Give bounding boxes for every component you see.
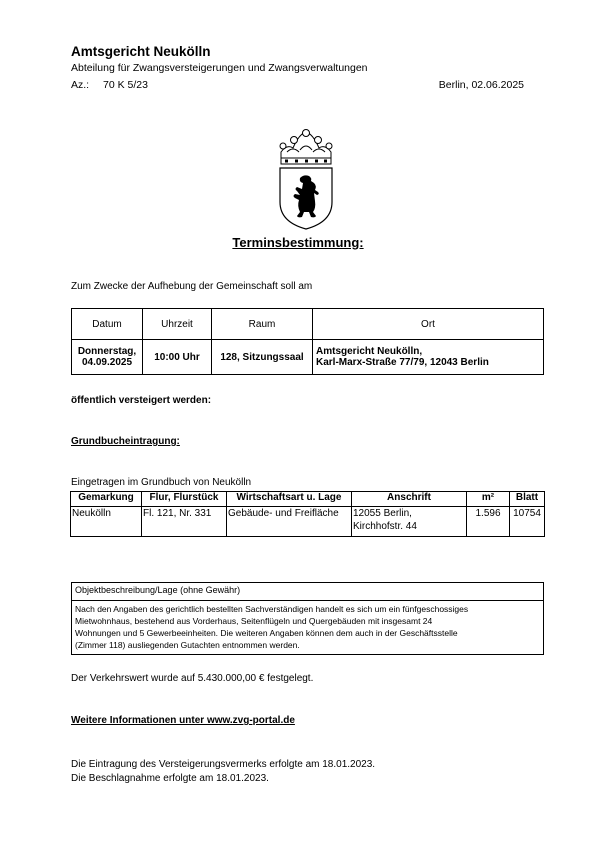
table-row — [71, 507, 545, 537]
header-m2: m² — [467, 492, 510, 507]
header-gemarkung: Gemarkung — [71, 492, 142, 507]
anschrift-line-1: 12055 Berlin, — [353, 508, 412, 519]
object-description-box — [71, 582, 544, 655]
registration-note: Die Eintragung des Versteigerungsvermerks erfolgte am 18.01.2023. — [71, 759, 376, 770]
table-row — [72, 340, 544, 375]
date-weekday: Donnerstag, — [77, 346, 137, 357]
department-name: Abteilung für Zwangsversteigerungen und Zwangsverwaltungen — [71, 62, 368, 74]
header-wirtschaftsart: Wirtschaftsart u. Lage — [227, 492, 352, 507]
file-number-label: Az.: — [71, 79, 90, 91]
cell-raum: 128, Sitzungssaal — [212, 340, 313, 375]
header-raum: Raum — [212, 309, 313, 340]
cell-datum — [72, 340, 143, 375]
cell-gemarkung: Neukölln — [71, 507, 142, 537]
header-anschrift: Anschrift — [352, 492, 467, 507]
file-number: 70 K 5/23 — [103, 79, 148, 91]
auction-statement: öffentlich versteigert werden: — [71, 395, 212, 406]
cell-m2: 1.596 — [467, 507, 510, 537]
cell-uhrzeit: 10:00 Uhr — [143, 340, 212, 375]
table-header-row — [71, 492, 545, 507]
header-blatt: Blatt — [510, 492, 545, 507]
cell-blatt: 10754 — [510, 507, 545, 537]
land-register-table — [70, 491, 545, 537]
description-line: Nach den Angaben des gerichtlich bestellten Sachverständigen handelt es sich um ein fünfgeschossiges — [75, 604, 469, 614]
header-datum: Datum — [72, 309, 143, 340]
document-title: Terminsbestimmung: — [232, 235, 364, 250]
land-register-heading: Grundbucheintragung: — [71, 436, 180, 447]
ort-line-1: Amtsgericht Neukölln, — [316, 346, 423, 357]
table-header-row — [72, 309, 544, 340]
date-value: 04.09.2025 — [81, 357, 133, 368]
anschrift-line-2: Kirchhofstr. 44 — [353, 521, 417, 532]
ort-line-2: Karl-Marx-Straße 77/79, 12043 Berlin — [316, 357, 489, 368]
header-ort: Ort — [313, 309, 544, 340]
header-flur: Flur, Flurstück — [142, 492, 227, 507]
cell-wirtschaftsart: Gebäude- und Freifläche — [227, 507, 352, 537]
appointment-table — [71, 308, 544, 375]
object-description-body — [72, 601, 543, 654]
cell-ort — [313, 340, 544, 375]
info-link[interactable]: Weitere Informationen unter www.zvg-portal.de — [71, 715, 295, 726]
land-register-intro: Eingetragen im Grundbuch von Neukölln — [71, 477, 252, 488]
market-value-text: Der Verkehrswert wurde auf 5.430.000,00 € festgelegt. — [71, 673, 314, 684]
description-line: Mietwohnhaus, bestehend aus Vorderhaus, Seitenflügeln und Quergebäuden mit insgesamt 24 — [75, 616, 433, 626]
cell-anschrift — [352, 507, 467, 537]
place-date: Berlin, 02.06.2025 — [438, 79, 524, 91]
intro-text: Zum Zwecke der Aufhebung der Gemeinschaft soll am — [71, 281, 313, 292]
seizure-note: Die Beschlagnahme erfolgte am 18.01.2023. — [71, 773, 269, 784]
description-line: (Zimmer 118) ausliegenden Gutachten entnommen werden. — [75, 640, 300, 650]
cell-flur: Fl. 121, Nr. 331 — [142, 507, 227, 537]
object-description-heading: Objektbeschreibung/Lage (ohne Gewähr) — [72, 583, 543, 601]
court-name: Amtsgericht Neukölln — [71, 44, 211, 59]
berlin-coat-of-arms-icon — [273, 128, 339, 232]
header-uhrzeit: Uhrzeit — [143, 309, 212, 340]
description-line: Wohnungen und 5 Gewerbeeinheiten. Die weiteren Angaben können dem auch in der Geschäftsstelle — [75, 628, 458, 638]
